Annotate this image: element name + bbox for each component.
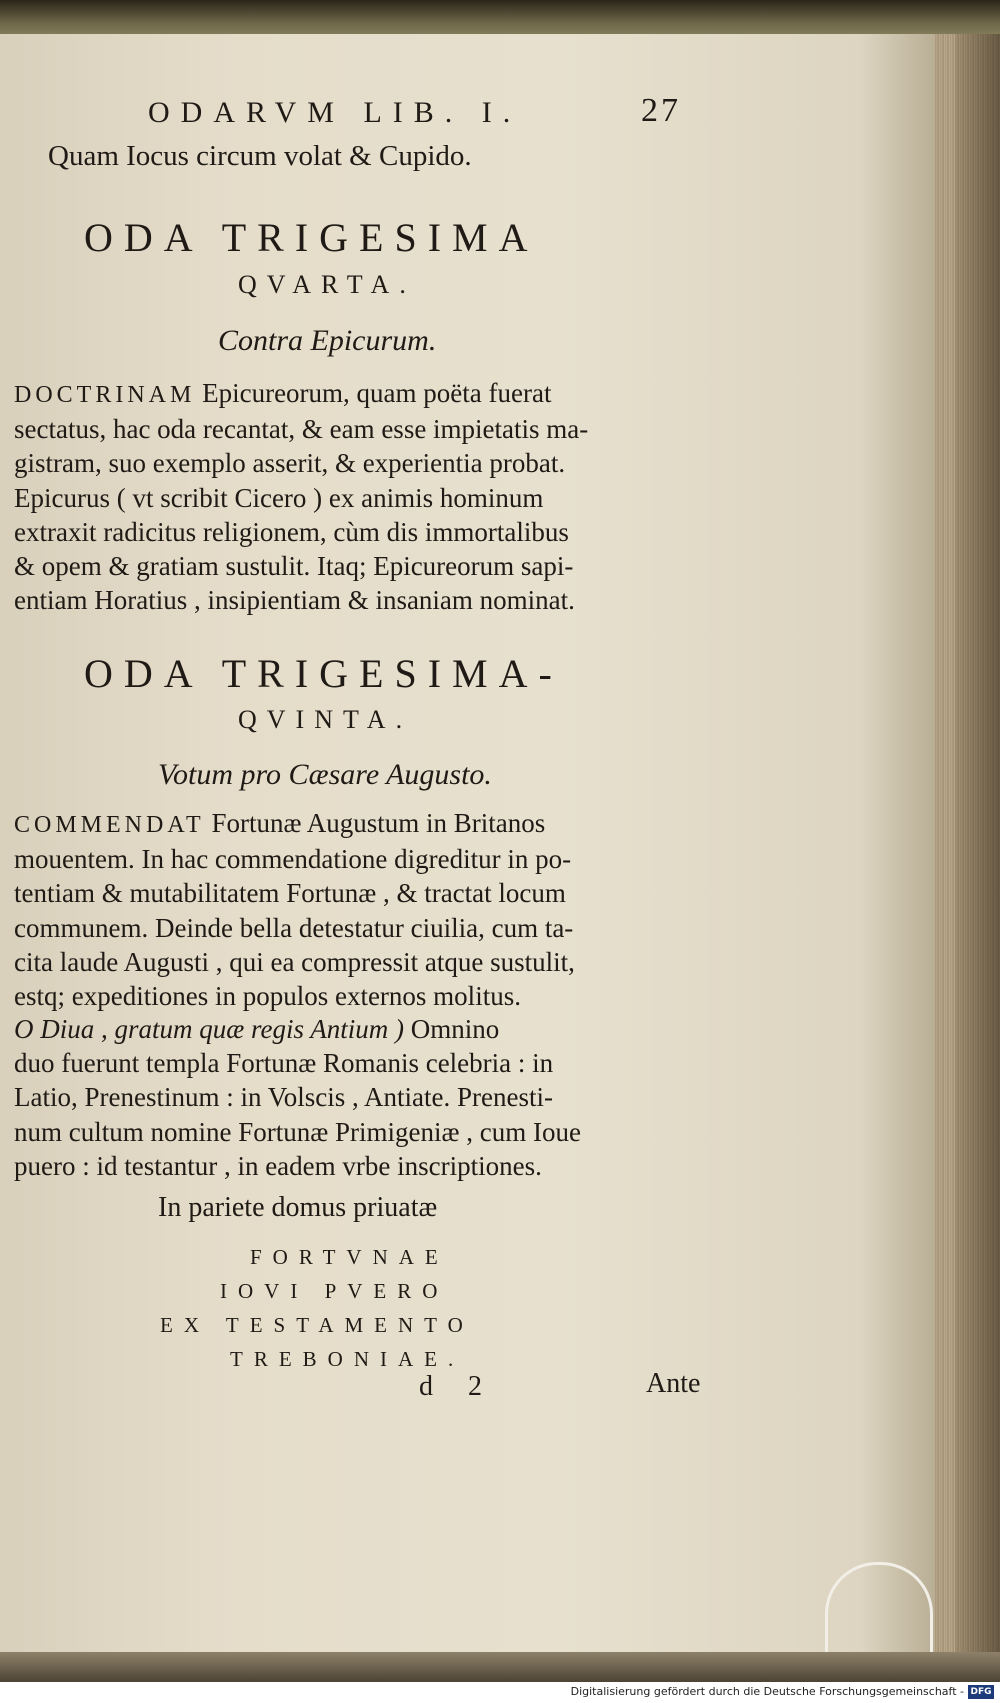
catchword: Ante <box>646 1368 701 1399</box>
text-line: communem. Deinde bella detestatur ciuilia, cum ta- <box>14 912 574 943</box>
text-line: sectatus, hac oda recantat, & eam esse impietatis ma- <box>14 414 589 445</box>
ode-34-subtitle: QVARTA. <box>238 270 416 299</box>
digitization-credit: Digitalisierung gefördert durch die Deutsche Forschungsgemeinschaft - <box>570 1685 964 1698</box>
ode-35-topic: Votum pro Cæsare Augusto. <box>158 758 492 791</box>
ode-35-commentary <box>14 1012 714 1183</box>
dfg-logo: DFG <box>968 1685 994 1699</box>
carry-over-line: Quam Iocus circum volat & Cupido. <box>48 140 472 172</box>
ode-35-title: ODA TRIGESIMA- <box>84 651 563 696</box>
text-line: duo fuerunt templa Fortunæ Romanis celebria : in <box>14 1048 554 1079</box>
inscription-line: IOVI PVERO <box>220 1279 449 1303</box>
signature-mark: d 2 <box>419 1371 496 1402</box>
text-line: estq; expeditiones in populos externos molitus. <box>14 981 521 1012</box>
text-line: gistram, suo exemplo asserit, & experientia probat. <box>14 448 566 479</box>
text-line: Epicurus ( vt scribit Cicero ) ex animis hominum <box>14 482 544 513</box>
text-line: DOCTRINAM Epicureorum, quam poëta fuerat <box>14 378 552 408</box>
book-bottom-edge <box>0 1652 1000 1682</box>
text-line: extraxit radicitus religionem, cùm dis immortalibus <box>14 516 569 547</box>
inscription-line: TREBONIAE. <box>230 1347 465 1371</box>
text-line: & opem & gratiam sustulit. Itaq; Epicureorum sapi- <box>14 551 574 582</box>
ode-34-topic: Contra Epicurum. <box>218 324 437 357</box>
text-line: mouentem. In hac commendatione digreditur in po- <box>14 844 572 875</box>
small-caps-word: COMMENDAT <box>14 812 205 838</box>
lemma: O Diua , gratum quæ regis Antium ) <box>14 1014 405 1044</box>
folio-number: 27 <box>641 92 681 129</box>
inscription-intro: In pariete domus priuatæ <box>158 1192 438 1223</box>
text-line: num cultum nomine Fortunæ Primigeniæ , cum Ioue <box>14 1116 581 1147</box>
ode-34-title: ODA TRIGESIMA <box>84 215 539 260</box>
inscription-line: FORTVNAE <box>250 1245 449 1269</box>
running-head: ODARVM LIB. I. <box>148 96 522 129</box>
text-line: entiam Horatius , insipientiam & insaniam nominat. <box>14 585 575 616</box>
text-line: cita laude Augusti , qui ea compressit atque sustulit, <box>14 946 575 977</box>
text-line: tentiam & mutabilitatem Fortunæ , & tractat locum <box>14 878 566 909</box>
small-caps-word: DOCTRINAM <box>14 382 196 408</box>
text-line: O Diua , gratum quæ regis Antium ) Omnino <box>14 1014 500 1044</box>
text-line: COMMENDAT Fortunæ Augustum in Britanos <box>14 808 546 838</box>
page-edge-shadow <box>955 34 1000 1652</box>
inscription-line: EX TESTAMENTO <box>160 1313 474 1337</box>
ode-35-argument <box>14 806 714 1013</box>
page-clip <box>825 1562 933 1654</box>
text-line: Latio, Prenestinum : in Volscis , Antiate. Prenesti- <box>14 1082 553 1113</box>
ode-35-subtitle: QVINTA. <box>238 705 413 734</box>
text-line: puero : id testantur , in eadem vrbe inscriptiones. <box>14 1150 542 1181</box>
ode-34-argument <box>14 376 714 617</box>
